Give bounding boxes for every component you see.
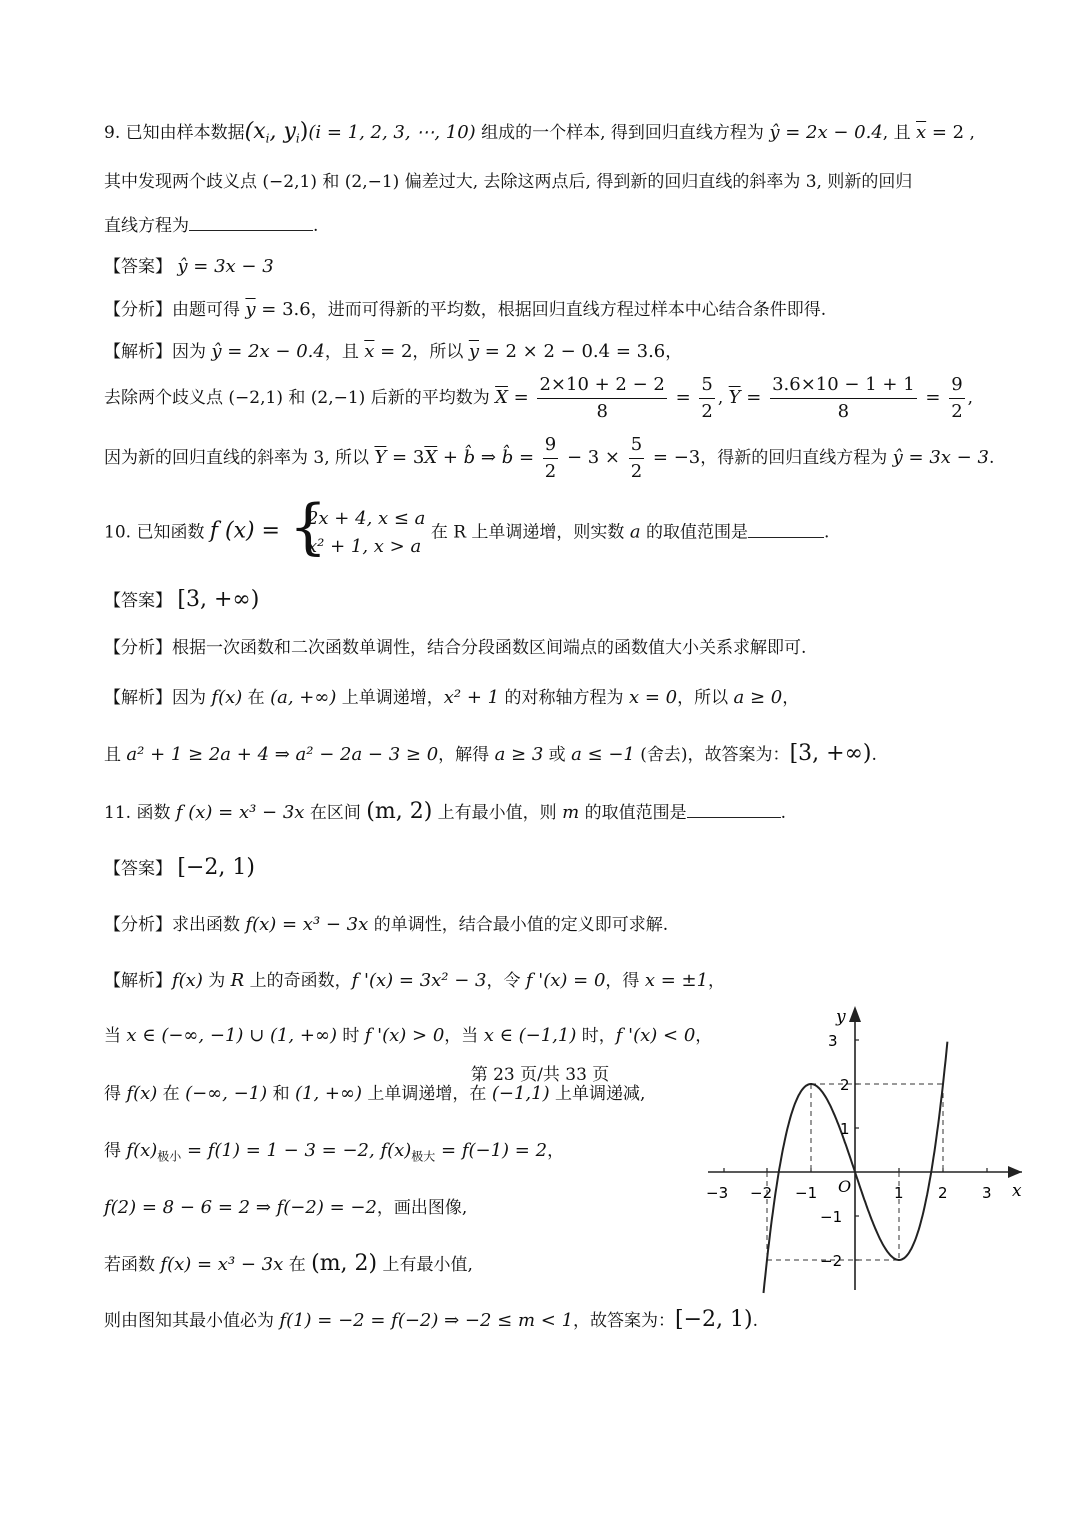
q9-line-1 [104, 120, 975, 150]
q11-math: (1, +∞) [295, 1083, 363, 1104]
q11-text: ，令 [486, 971, 526, 991]
q11-text: . [752, 1311, 759, 1331]
q9-math: = 3.6 [255, 299, 311, 320]
q9-analysis [104, 298, 826, 322]
answer-label: 【答案】 [104, 591, 172, 611]
q9-text: 因为 [172, 342, 212, 362]
q11-text: 上有最小值, [377, 1255, 473, 1275]
q10-math: f (x) = [209, 518, 287, 544]
fraction-denominator: 8 [596, 401, 608, 422]
fraction-denominator: 2 [630, 461, 643, 482]
q11-math: f '(x) = 0 [525, 970, 606, 991]
q10-math: a ≥ 0 [733, 687, 783, 708]
q9-text: 由题可得 [172, 300, 246, 320]
q10-text: ，解得 [438, 745, 495, 765]
y-tick-label: −1 [820, 1208, 843, 1226]
q9-text: 直线方程为 [104, 216, 189, 236]
q11-math: f (x) = x³ − 3x [175, 802, 305, 823]
q11-sub: 极大 [411, 1149, 436, 1164]
q9-text: ， [665, 342, 683, 362]
q11-math: f(2) = 8 − 6 = 2 ⇒ f(−2) = −2 [104, 1197, 377, 1218]
fraction-denominator: 2 [951, 401, 963, 422]
q9-math: = 2 × 2 − 0.4 = 3.6 [478, 341, 666, 362]
q9-math: (i = 1, 2, 3, ⋯, 10) [308, 122, 476, 143]
q11-text: 时， [576, 1026, 616, 1046]
q11-analysis [104, 913, 668, 937]
q9-solution-1 [104, 340, 682, 364]
analysis-label: 【分析】 [104, 638, 172, 658]
q11-math: f '(x) = 3x² − 3 [351, 970, 487, 991]
q11-math: f '(x) < 0 [615, 1025, 696, 1046]
q11-line-1 [104, 799, 786, 825]
q9-text: . [988, 448, 995, 468]
q10-text: . [823, 522, 830, 543]
q10-answer [104, 588, 259, 613]
q11-text: 若函数 [104, 1255, 161, 1275]
fraction-denominator: 2 [701, 401, 713, 422]
q11-text: 时 [336, 1026, 365, 1046]
analysis-label: 【分析】 [104, 915, 172, 935]
q9-text: ，且 [324, 342, 365, 362]
q11-text: 得 [104, 1084, 127, 1104]
cubic-function-graph [700, 1000, 1030, 1300]
piecewise-function [288, 492, 426, 562]
q11-solution-2 [104, 1024, 712, 1048]
q10-math: f(x) [211, 687, 243, 708]
q10-text: 上单调递增， [336, 688, 444, 708]
fraction [543, 434, 558, 483]
answer-label: 【答案】 [104, 257, 172, 277]
q11-text: 当 [104, 1026, 127, 1046]
q9-math: $\overline{Y}$ [374, 447, 387, 468]
x-axis-label: x [1012, 1181, 1022, 1201]
q9-answer [104, 255, 274, 279]
q11-sub: 极小 [157, 1149, 182, 1164]
q9-text: , [967, 388, 974, 408]
q10-text: ， [782, 688, 800, 708]
q11-text: 则由图知其最小值必为 [104, 1311, 280, 1331]
q9-line-2: 其中发现两个歧义点 (−2,1) 和 (2,−1) 偏差过大, 去除这两点后, 得到新的回归直线的斜率为 3, 则新的回归 [104, 172, 913, 192]
q9-math: + b̂ ⇒ b̂ = [437, 447, 540, 468]
q9-math: = [669, 387, 697, 408]
answer-value: [3, +∞) [177, 587, 260, 612]
fraction-numerator: 5 [629, 434, 644, 459]
q11-answer [104, 856, 255, 881]
fraction-denominator: 2 [544, 461, 557, 482]
q11-solution-6 [104, 1252, 473, 1277]
q11-math: f(1) = −2 = f(−2) ⇒ −2 ≤ m < 1 [279, 1310, 574, 1331]
q9-math: $\overline{x}$ [916, 122, 927, 143]
q10-math: a ≥ 3 [494, 744, 544, 765]
q10-text: 10. 已知函数 [104, 522, 210, 543]
q11-text: ，故答案为： [573, 1311, 676, 1331]
fraction-numerator: 3.6×10 − 1 + 1 [770, 374, 917, 399]
y-tick-label: 1 [840, 1120, 850, 1138]
q11-text: 的单调性，结合最小值的定义即可求解. [368, 915, 669, 935]
q11-math: (m, 2) [311, 1251, 378, 1276]
q9-text: ，进而可得新的平均数，根据回归直线方程过样本中心结合条件即得. [310, 300, 827, 320]
q11-text: ，画出图像, [376, 1198, 468, 1218]
q9-math: = 3 [386, 447, 425, 468]
q11-math: = f(−1) = 2 [435, 1140, 548, 1161]
answer-blank [687, 799, 781, 818]
q9-text: 去除两个歧义点 (−2,1) 和 (2,−1) 后新的平均数为 [104, 388, 496, 408]
fraction [629, 434, 644, 483]
q9-math: − 3 × [561, 447, 626, 468]
q11-math: f '(x) > 0 [364, 1025, 445, 1046]
q11-math: R [230, 970, 245, 991]
solution-label: 【解析】 [104, 971, 172, 991]
q11-math: m [562, 802, 580, 823]
fraction [949, 374, 964, 423]
brace-icon: { [288, 492, 328, 562]
q11-text: 在区间 [304, 803, 367, 823]
q10-text: 或 [543, 745, 572, 765]
q11-math: = f(1) = 1 − 3 = −2, [181, 1140, 381, 1161]
q11-math: (−1,1) [491, 1083, 550, 1104]
solution-label: 【解析】 [104, 342, 172, 362]
q11-math: f(x) [380, 1140, 412, 1161]
q11-math: (m, 2) [366, 799, 433, 824]
y-axis-label: y [836, 1007, 846, 1027]
q10-math: (a, +∞) [270, 687, 337, 708]
q9-math: = [919, 387, 947, 408]
q11-text: . [780, 803, 786, 823]
q9-math: = 2 [374, 341, 413, 362]
q10-text: 在 [242, 688, 271, 708]
q10-math: a ≤ −1 [571, 744, 635, 765]
q9-math: $\overline{y}$ [468, 341, 479, 362]
fraction [699, 374, 714, 423]
q10-line-1 [104, 492, 830, 562]
q11-text: ， [547, 1141, 565, 1161]
q10-text: 的取值范围是 [640, 522, 748, 543]
q11-math: x ∈ (−∞, −1) ∪ (1, +∞) [126, 1025, 337, 1046]
y-tick-label: 2 [840, 1076, 850, 1094]
q10-math: x = 0 [628, 687, 678, 708]
q10-text: (舍去)，故答案为： [634, 745, 790, 765]
answer-blank [189, 212, 313, 231]
q10-text: . [871, 745, 877, 765]
q11-math: x ∈ (−1,1) [483, 1025, 577, 1046]
case-row: x² + 1, x > a [306, 536, 422, 557]
q9-math: $\overline{Y}$ [728, 387, 741, 408]
q11-solution-3 [104, 1082, 645, 1106]
q11-text: 和 [267, 1084, 295, 1104]
q9-math: ) [299, 119, 309, 144]
q11-text: 上的奇函数， [244, 971, 352, 991]
x-tick-label: −2 [750, 1184, 773, 1202]
answer-label: 【答案】 [104, 859, 172, 879]
q11-math: f(x) [126, 1140, 158, 1161]
y-tick-label: −2 [820, 1252, 843, 1270]
q11-math: x = ±1 [644, 970, 709, 991]
x-tick-label: −1 [795, 1184, 818, 1202]
q11-text: 上有最小值，则 [432, 803, 563, 823]
q10-math: a [629, 521, 641, 543]
q11-text: 求出函数 [172, 915, 246, 935]
q9-text: ，得新的回归直线方程为 [700, 448, 893, 468]
q9-math: $\overline{x}$ [364, 341, 375, 362]
x-tick-label: −3 [706, 1184, 729, 1202]
q11-text: ，当 [444, 1026, 484, 1046]
q9-math: = [507, 387, 535, 408]
page-number: 第 23 页/共 33 页 [470, 1065, 610, 1085]
answer-value: [−2, 1) [177, 855, 255, 880]
fraction-numerator: 5 [699, 374, 714, 399]
q10-text: 且 [104, 745, 127, 765]
q9-text: 9. 已知由样本数据 [104, 123, 245, 143]
q9-text: ，所以 [412, 342, 469, 362]
q10-text: 根据一次函数和二次函数单调性，结合分段函数区间端点的函数值大小关系求解即可. [172, 638, 807, 658]
answer-blank [748, 519, 824, 538]
q11-text: 在 [283, 1255, 312, 1275]
q9-math: ŷ = 3x − 3 [892, 447, 989, 468]
fraction-numerator: 2×10 + 2 − 2 [537, 374, 666, 399]
x-tick-label: 2 [938, 1184, 948, 1202]
q9-text: 组成的一个样本, 得到回归直线方程为 [475, 123, 770, 143]
q10-text: 因为 [172, 688, 212, 708]
y-axis-arrow-icon [849, 1006, 861, 1022]
q11-solution-5 [104, 1196, 467, 1220]
q9-math: $\overline{X}$ [495, 387, 508, 408]
x-axis-arrow-icon [1008, 1166, 1022, 1178]
q9-math: ŷ = 2x − 0.4 [211, 341, 325, 362]
q11-math: f(x) [126, 1083, 158, 1104]
q9-sub: i [265, 131, 270, 146]
q11-text: 为 [202, 971, 231, 991]
y-tick-label: 3 [828, 1032, 838, 1050]
answer-value: ŷ = 3x − 3 [177, 256, 274, 277]
q11-math: [−2, 1) [675, 1307, 753, 1332]
x-tick-label: 1 [894, 1184, 904, 1202]
q11-solution-1 [104, 969, 725, 993]
q11-text: ，得 [605, 971, 645, 991]
case-row: 2x + 4, x ≤ a [306, 508, 426, 529]
q10-analysis [104, 636, 806, 660]
q11-text: ， [708, 971, 726, 991]
q9-math: = [740, 387, 768, 408]
q11-math: f(x) [172, 970, 203, 991]
fraction [537, 374, 666, 423]
q9-math: , y [269, 119, 296, 144]
q10-solution-1 [104, 686, 799, 710]
q11-math: (−∞, −1) [185, 1083, 268, 1104]
q11-text: 的取值范围是 [579, 803, 687, 823]
q9-math: (x [244, 119, 266, 144]
q11-text: 在 [157, 1084, 186, 1104]
q9-math: $\overline{X}$ [424, 447, 438, 468]
q9-text: . [313, 216, 319, 236]
fraction [770, 374, 917, 423]
q10-text: 在 R 上单调递增，则实数 [425, 522, 630, 543]
q11-text: ， [695, 1026, 713, 1046]
q9-math: ŷ = 2x − 0.4 [769, 122, 883, 143]
q11-math: f(x) = x³ − 3x [160, 1254, 284, 1275]
q11-text: 上单调递增，在 [362, 1084, 492, 1104]
q10-math: x² + 1 [443, 687, 500, 708]
q9-line-3 [104, 212, 318, 238]
analysis-label: 【分析】 [104, 300, 172, 320]
q9-math: = −3 [647, 447, 701, 468]
q9-math: = 2 [926, 122, 965, 143]
q9-math: $\overline{y}$ [245, 299, 256, 320]
q9-text: , 且 [882, 123, 916, 143]
q11-text: 11. 函数 [104, 803, 176, 823]
q11-text: 上单调递减, [549, 1084, 646, 1104]
q10-math: a² + 1 ≥ 2a + 4 ⇒ a² − 2a − 3 ≥ 0 [126, 744, 439, 765]
q11-math: f(x) = x³ − 3x [245, 914, 369, 935]
origin-label: O [838, 1177, 852, 1196]
q9-solution-2 [104, 374, 973, 423]
q9-text: , [717, 388, 729, 408]
q11-text: 得 [104, 1141, 127, 1161]
q9-sub: i [295, 131, 300, 146]
q10-text: ，所以 [677, 688, 734, 708]
q9-solution-3 [104, 434, 994, 483]
q11-solution-4 [104, 1139, 564, 1168]
fraction-denominator: 8 [837, 401, 850, 422]
q9-text: 因为新的回归直线的斜率为 3, 所以 [104, 448, 375, 468]
fraction-numerator: 9 [543, 434, 558, 459]
q11-solution-7 [104, 1308, 758, 1333]
solution-label: 【解析】 [104, 688, 172, 708]
fraction-numerator: 9 [949, 374, 964, 399]
x-tick-label: 3 [982, 1184, 992, 1202]
q10-text: 的对称轴方程为 [499, 688, 629, 708]
q10-solution-2 [104, 742, 877, 767]
q9-text: , [964, 123, 975, 143]
q10-math: [3, +∞) [789, 741, 872, 766]
